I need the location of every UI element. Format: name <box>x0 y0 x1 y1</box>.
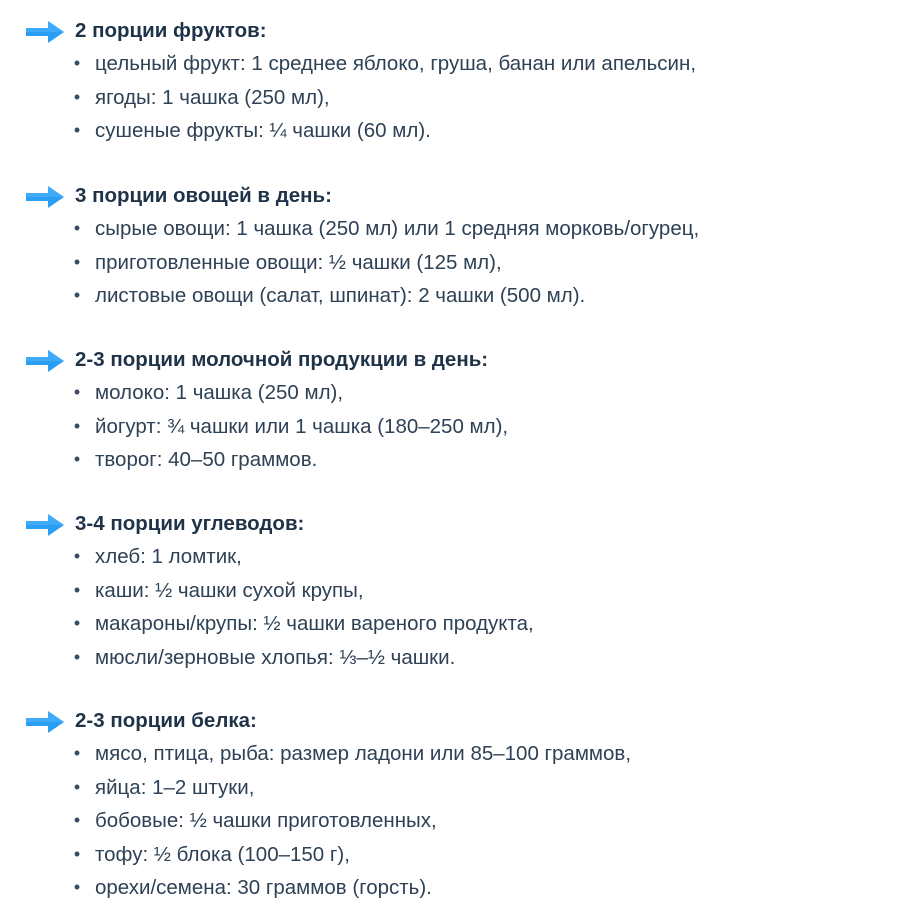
list-item <box>0 838 900 872</box>
list-item <box>0 114 900 148</box>
list-item <box>0 641 900 675</box>
right-arrow-icon <box>24 709 66 735</box>
bullet: • <box>73 776 81 797</box>
section-heading <box>0 507 900 540</box>
list-item-text: приготовленные овощи: ½ чашки (125 мл), <box>95 250 502 274</box>
list-item <box>0 279 900 313</box>
right-arrow-icon <box>24 184 66 210</box>
list-item-text: сырые овощи: 1 чашка (250 мл) или 1 средняя морковь/огурец, <box>95 217 700 240</box>
bullet: • <box>73 646 81 667</box>
bullet: • <box>73 546 81 566</box>
list-item <box>0 607 900 641</box>
list-item-text: молоко: 1 чашка (250 мл), <box>95 381 344 404</box>
section-heading <box>0 14 900 47</box>
bullet: • <box>73 415 81 436</box>
section-title: 3 порции овощей в день: <box>75 184 332 207</box>
list-item <box>0 574 900 608</box>
list-item <box>0 376 900 410</box>
portion-list <box>0 47 900 148</box>
list-item-text: листовые овощи (салат, шпинат): 2 чашки (500 мл). <box>95 284 586 307</box>
section-vegetables <box>0 179 900 313</box>
section-title: 2-3 порции молочной продукции в день: <box>75 348 489 371</box>
list-item-text: сушеные фрукты: ¼ чашки (60 мл). <box>95 119 431 142</box>
list-item <box>0 737 900 771</box>
list-item <box>0 804 900 838</box>
section-dairy <box>0 343 900 477</box>
bullet: • <box>73 843 81 864</box>
list-item-text: тофу: ½ блока (100–150 г), <box>95 842 350 866</box>
list-item <box>0 410 900 444</box>
bullet: • <box>73 86 81 107</box>
section-title: 3-4 порции углеводов: <box>75 512 305 535</box>
bullet: • <box>73 251 81 272</box>
list-item <box>0 443 900 477</box>
bullet: • <box>73 449 81 469</box>
list-item-text: мюсли/зерновые хлопья: ⅓–½ чашки. <box>95 645 456 669</box>
list-item-text: йогурт: ¾ чашки или 1 чашка (180–250 мл), <box>95 414 509 438</box>
list-item-text: творог: 40–50 граммов. <box>95 448 318 471</box>
list-item-text: ягоды: 1 чашка (250 мл), <box>95 85 330 109</box>
list-item <box>0 771 900 805</box>
right-arrow-icon <box>24 19 66 45</box>
bullet: • <box>73 53 81 73</box>
bullet: • <box>73 613 81 633</box>
list-item-text: цельный фрукт: 1 среднее яблоко, груша, банан или апельсин, <box>95 52 697 75</box>
portion-list <box>0 376 900 477</box>
bullet: • <box>73 218 81 238</box>
section-heading <box>0 704 900 737</box>
list-item-text: каши: ½ чашки сухой крупы, <box>95 578 364 602</box>
list-item-text: яйца: 1–2 штуки, <box>95 775 255 799</box>
list-item-text: хлеб: 1 ломтик, <box>95 545 242 568</box>
section-heading <box>0 343 900 376</box>
bullet: • <box>73 877 81 897</box>
section-title: 2-3 порции белка: <box>75 709 257 732</box>
section-heading <box>0 179 900 212</box>
right-arrow-icon <box>24 348 66 374</box>
list-item-text: макароны/крупы: ½ чашки вареного продукта, <box>95 612 534 635</box>
list-item <box>0 246 900 280</box>
list-item <box>0 871 900 905</box>
bullet: • <box>73 810 81 830</box>
list-item <box>0 81 900 115</box>
bullet: • <box>73 120 81 140</box>
list-item-text: бобовые: ½ чашки приготовленных, <box>95 809 437 832</box>
list-item <box>0 540 900 574</box>
list-item-text: орехи/семена: 30 граммов (горсть). <box>95 876 432 899</box>
portion-list <box>0 212 900 313</box>
right-arrow-icon <box>24 512 66 538</box>
portion-list <box>0 540 900 674</box>
section-carbohydrates <box>0 507 900 674</box>
portion-list <box>0 737 900 905</box>
list-item <box>0 212 900 246</box>
bullet: • <box>73 579 81 600</box>
bullet: • <box>73 743 81 763</box>
section-protein <box>0 704 900 905</box>
section-fruits <box>0 14 900 148</box>
section-title: 2 порции фруктов: <box>75 19 267 42</box>
bullet: • <box>73 285 81 305</box>
list-item-text: мясо, птица, рыба: размер ладони или 85–100 граммов, <box>95 742 632 765</box>
list-item <box>0 47 900 81</box>
bullet: • <box>73 382 81 402</box>
